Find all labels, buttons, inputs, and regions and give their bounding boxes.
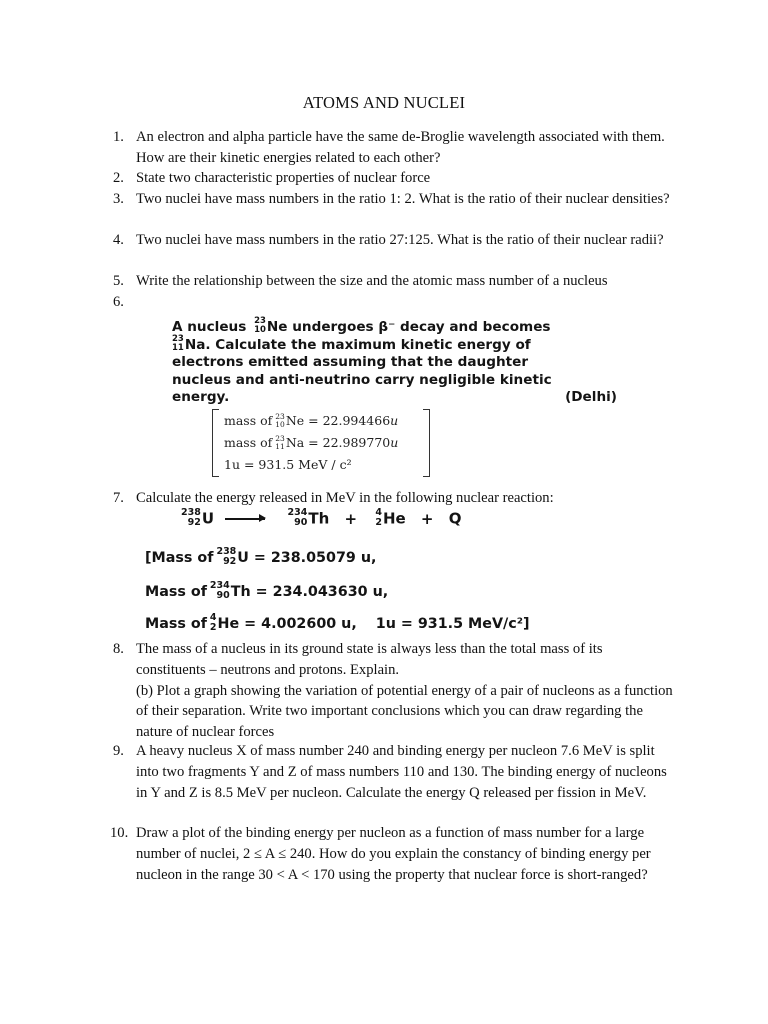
mass-number: 23 (275, 412, 285, 421)
mass-number: 238 (216, 546, 237, 557)
question-text: An electron and alpha particle have the same de-Broglie wavelength associated with them. How are their kinetic energies related to each other? (136, 129, 665, 166)
q6-line-4: nucleus and anti-neutrino carry negligible kinetic (172, 371, 552, 388)
question-text: Two nuclei have mass numbers in the ratio 1: 2. What is the ratio of their nuclear densities? (136, 191, 670, 207)
question-number: 8. (113, 641, 124, 657)
q6-line-3: electrons emitted assuming that the daughter (172, 354, 529, 371)
question-3 (113, 189, 673, 210)
na-isotope-notation (275, 435, 285, 450)
atomic-number: 11 (275, 441, 285, 451)
page-title: ATOMS AND NUCLEI (302, 93, 466, 112)
question-number: 6. (113, 294, 124, 310)
q7-mass-line-2 (145, 582, 388, 602)
ne-isotope-notation (254, 317, 266, 335)
given-text: mass of (224, 413, 273, 428)
element-symbol: He (382, 509, 406, 528)
q6-line-5 (172, 389, 617, 406)
he-isotope-notation (375, 508, 382, 528)
unit: u (390, 435, 399, 450)
question-part-b: (b) Plot a graph showing the variation of potential energy of a pair of nucleons as a function of their separation. Write two important conclusions which you can draw regarding the nature of nuclear forces (136, 682, 673, 741)
atomic-number: 90 (216, 590, 230, 601)
element-symbol: Na (184, 337, 206, 354)
plus-sign: + (344, 509, 358, 528)
given-text: Na = 22.989770 (285, 435, 391, 450)
question-text: State two characteristic properties of nuclear force (136, 170, 431, 186)
question-1 (113, 127, 673, 169)
given-text: mass of (224, 435, 273, 450)
given-row-3: 1u = 931.5 MeV / c² (224, 457, 352, 472)
atomic-number: 92 (187, 517, 201, 528)
left-bracket (212, 409, 219, 477)
question-number: 4. (113, 232, 124, 248)
atomic-number: 2 (209, 622, 217, 633)
question-text: Write the relationship between the size and the atomic mass number of a nucleus (136, 273, 608, 289)
mass-number: 23 (275, 434, 285, 443)
q7-nuclear-reaction (178, 509, 461, 529)
question-10 (110, 823, 673, 885)
mass-text: He = 4.002600 u, (217, 616, 357, 632)
energy-q: Q (448, 509, 462, 528)
q6-line-2 (172, 336, 612, 354)
question-5 (113, 271, 673, 292)
question-text: Two nuclei have mass numbers in the ratio 27:125. What is the ratio of their nuclear radii? (136, 232, 664, 248)
element-symbol: Ne (266, 319, 288, 335)
question-6-scanned-text (172, 316, 617, 406)
question-9 (113, 741, 673, 803)
given-text: Ne = 22.994466 (285, 413, 391, 428)
atomic-number: 90 (294, 517, 308, 528)
ne-isotope-notation (275, 413, 285, 428)
question-number: 3. (113, 191, 124, 207)
atomic-number: 10 (275, 419, 285, 429)
q6-source: (Delhi) (565, 388, 617, 405)
element-symbol: Th (308, 509, 330, 528)
mass-number: 234 (209, 580, 230, 591)
question-text: A heavy nucleus X of mass number 240 and binding energy per nucleon 7.6 MeV is split into two fragments Y and Z of mass numbers 110 and 130. The binding energy of nucleons in Y and Z is 8.5 MeV per nucleon. Calculate the energy Q released per fission in MeV. (136, 743, 667, 801)
atomic-number: 10 (254, 325, 266, 335)
unit: u (390, 413, 399, 428)
mass-number: 4 (209, 612, 217, 623)
mass-text: Mass of (145, 584, 207, 600)
atomic-number: 2 (375, 517, 382, 528)
q7-mass-line-1 (145, 548, 376, 568)
mass-text: Mass of (145, 616, 207, 632)
question-7 (113, 488, 673, 509)
q6-given-data (212, 409, 430, 477)
question-8 (113, 639, 673, 743)
mass-text: [Mass of (145, 550, 214, 566)
q6-text: . Calculate the maximum kinetic energy of (205, 337, 531, 354)
plus-sign: + (420, 509, 434, 528)
q7-mass-line-3 (145, 614, 530, 634)
atomic-number: 11 (172, 343, 184, 354)
mass-number: 4 (375, 507, 382, 518)
question-number: 9. (113, 743, 124, 759)
mass-text: Th = 234.043630 u, (230, 584, 389, 600)
element-symbol: U (201, 509, 215, 528)
mass-number: 238 (181, 507, 201, 518)
question-number: 2. (113, 170, 124, 186)
right-bracket (423, 409, 430, 477)
q6-text: energy. (172, 388, 230, 405)
question-number: 7. (113, 490, 124, 506)
given-row-1 (224, 413, 398, 429)
question-2 (113, 168, 673, 189)
question-number: 10. (110, 825, 129, 841)
reaction-arrow-icon (225, 518, 265, 520)
u-isotope-notation (181, 508, 201, 528)
mass-number: 23 (172, 334, 184, 345)
q6-line-1 (172, 318, 612, 336)
mass-text: 1u = 931.5 MeV/c²] (375, 616, 530, 632)
q6-text: undergoes β⁻ decay and becomes (292, 319, 551, 335)
mass-text: U = 238.05079 u, (237, 550, 377, 566)
mass-number: 234 (287, 507, 308, 518)
question-4 (113, 230, 673, 251)
question-text: Calculate the energy released in MeV in the following nuclear reaction: (136, 490, 554, 506)
he-isotope-notation (210, 613, 217, 633)
given-row-2 (224, 435, 398, 451)
mass-number: 23 (254, 316, 266, 326)
th-isotope-notation (210, 581, 230, 601)
na-isotope-notation (172, 335, 184, 353)
question-number: 5. (113, 273, 124, 289)
th-isotope-notation (288, 508, 308, 528)
question-text: The mass of a nucleus in its ground state is always less than the total mass of its constituents – neutrons and protons. Explain. (136, 641, 603, 678)
question-number: 1. (113, 129, 124, 145)
question-text: Draw a plot of the binding energy per nucleon as a function of mass number for a large number of nuclei, 2 ≤ A ≤ 240. How do you explain the constancy of binding energy per nucleon in the range 30 < A < 170 using the property that nuclear force is short-ranged? (136, 825, 651, 883)
u-isotope-notation (216, 547, 236, 567)
atomic-number: 92 (223, 556, 237, 567)
q6-text: A nucleus (172, 319, 247, 335)
